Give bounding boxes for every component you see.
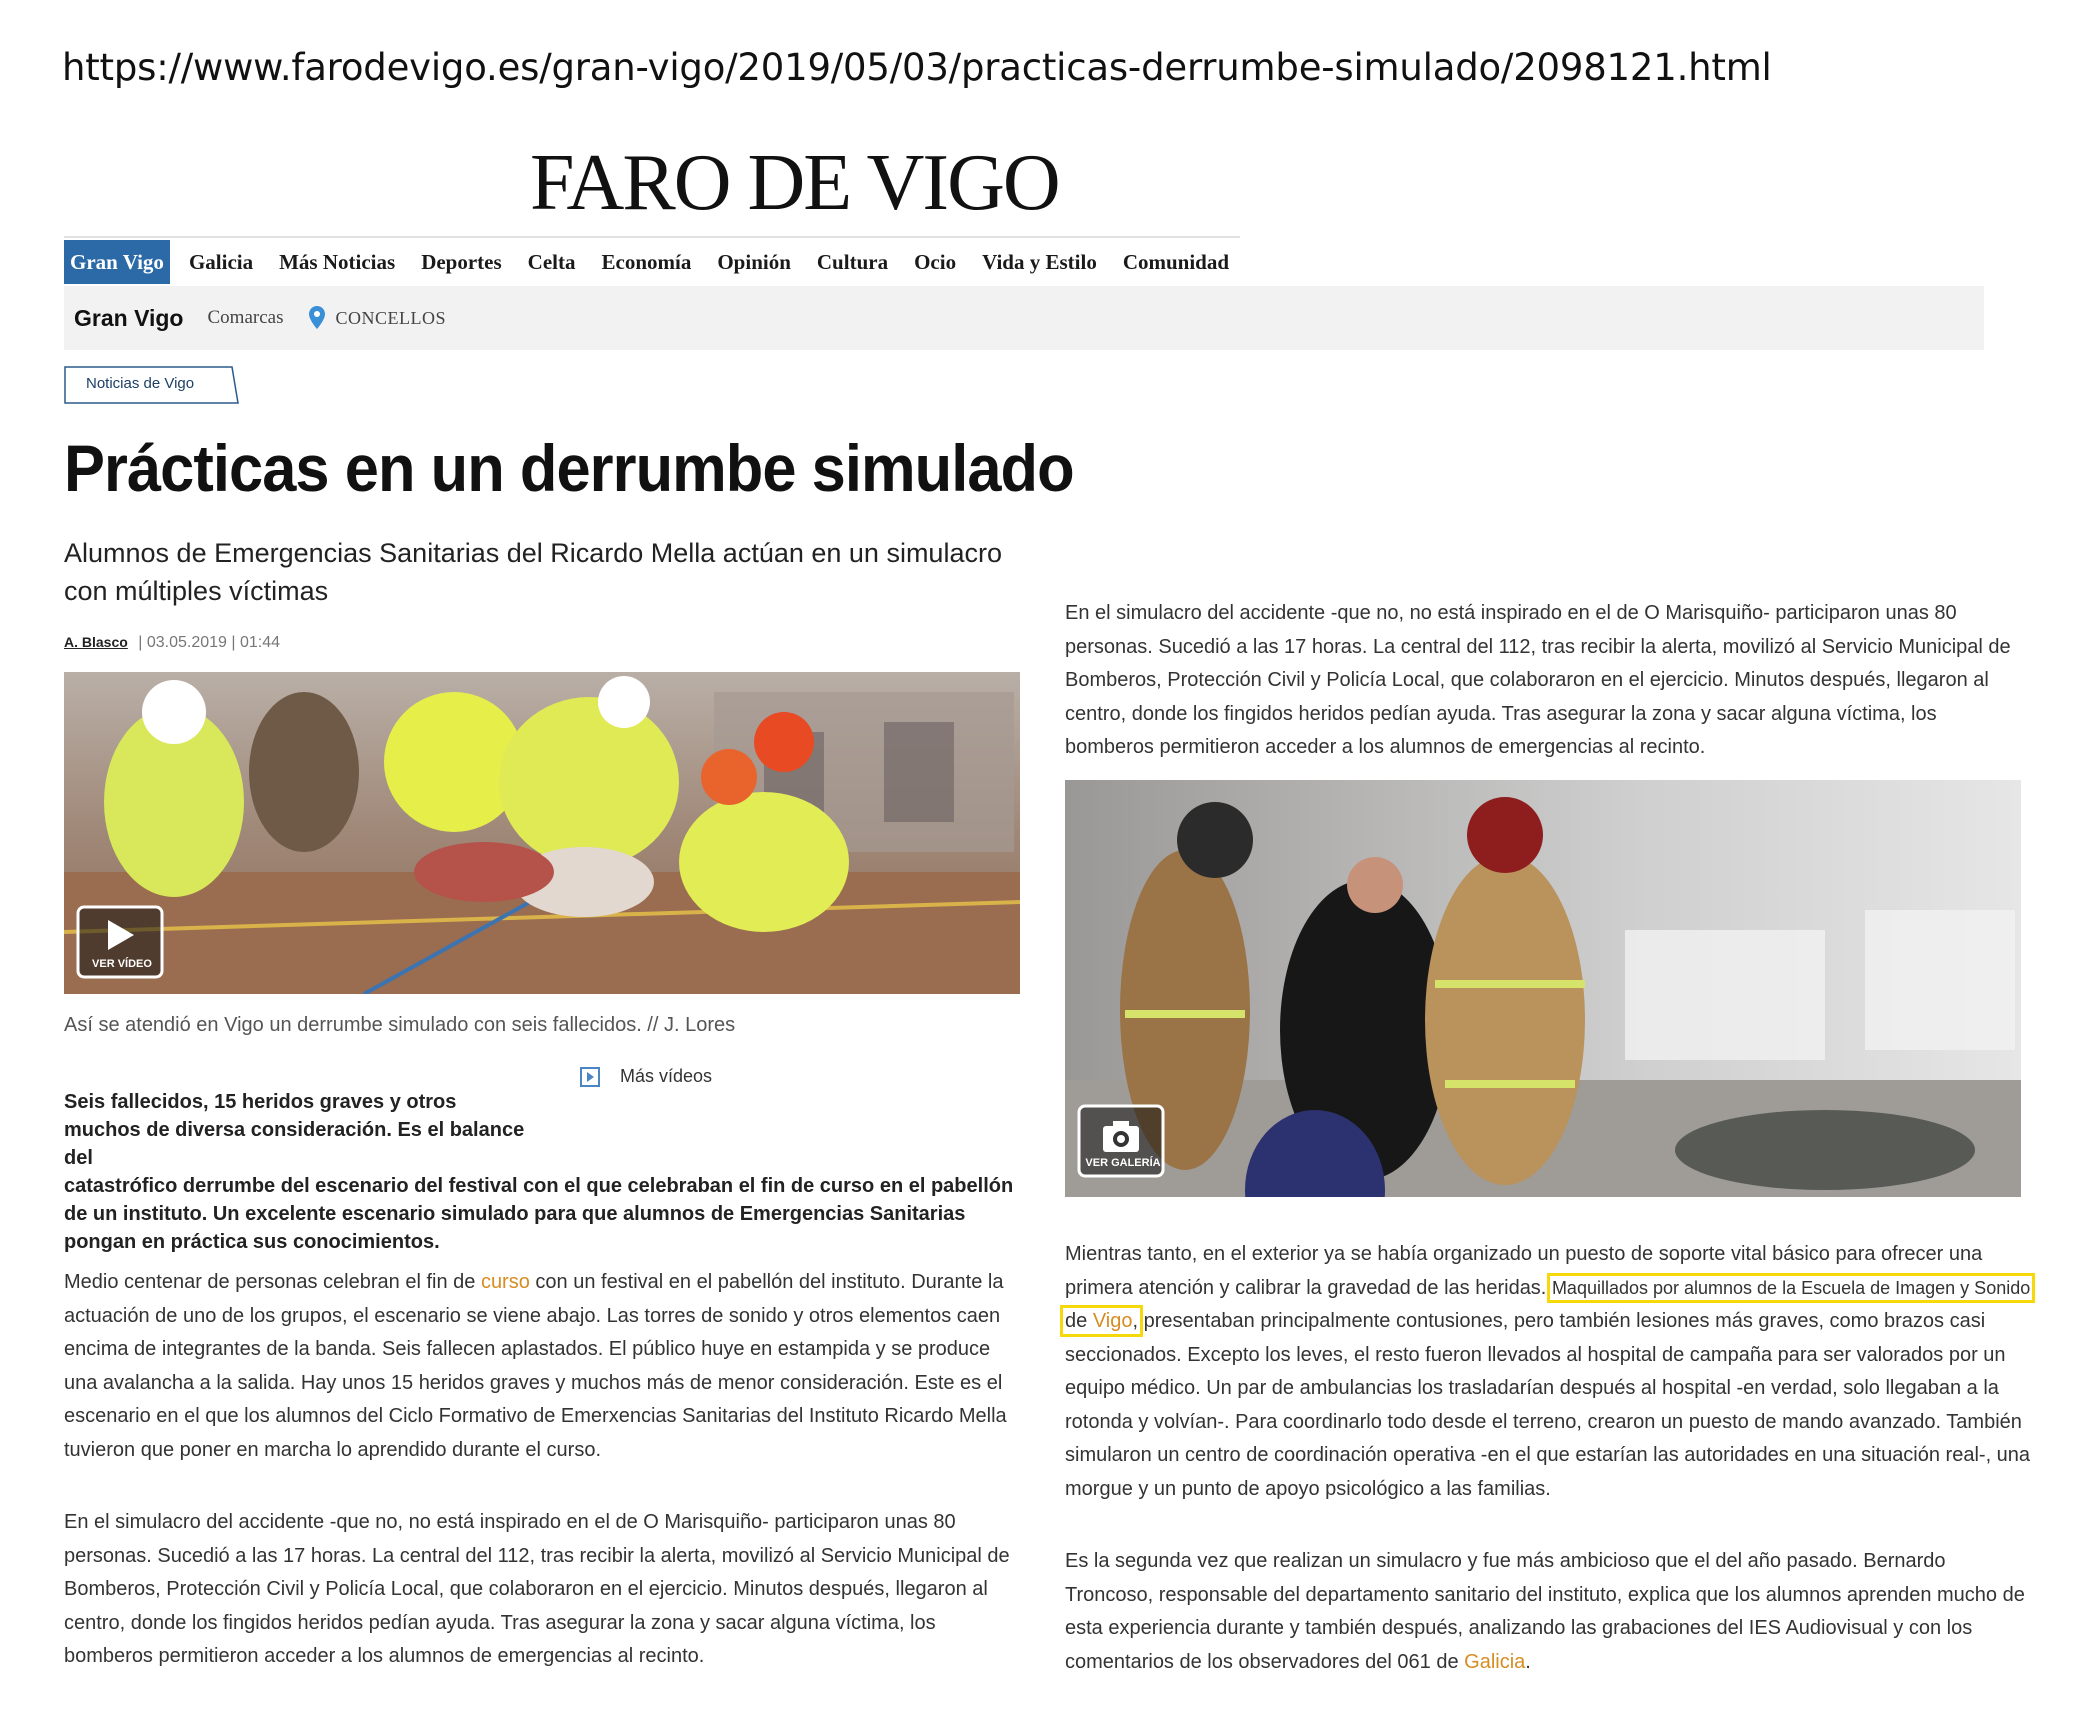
- article-subhead: Alumnos de Emergencias Sanitarias del Ricardo Mella actúan en un simulacro con múltiples víctimas: [64, 538, 1002, 606]
- video-thumbnail[interactable]: [64, 672, 1020, 994]
- video-caption: Así se atendió en Vigo un derrumbe simulado con seis fallecidos. // J. Lores: [64, 1014, 736, 1036]
- article-paragraph-1: [64, 1266, 1026, 1467]
- nav-divider: [64, 236, 1240, 238]
- lead-rest: catastrófico derrumbe del escenario del festival con el que celebraban el fin de curso en el pabellón de un instituto. Un excelente escenario simulado para que alumnos de Emergencias Sanitarias pongan en práctica sus conocimientos.: [64, 1175, 1014, 1253]
- gallery-scene-image: [1065, 780, 2021, 1197]
- rp2-text-b: presentaban principalmente contusiones, pero también lesiones más graves, como brazos casi seccionados. Excepto los leves, el resto fueron llevados al hospital de campaña para ser valorados por un equipo médico. Un par de ambulancias los trasladarían después al hospital -en verdad, solo llegaban a la rotonda y volvían-. Para coordinarlo todo desde el terreno, crearon un puesto de mando avanzado. También simularon un centro de coordinación operativa -en el que estarían las autoridades en una situación real-, una morgue y un punto de apoyo psicológico a las familias.: [1065, 1310, 2031, 1500]
- subnav-section-title[interactable]: Gran Vigo: [74, 304, 184, 331]
- lead-line-1: Seis fallecidos, 15 heridos graves y otros muchos de diversa consideración. Es el balance del: [64, 1091, 525, 1169]
- sub-nav: [64, 286, 1984, 350]
- nav-item-deportes[interactable]: Deportes: [421, 250, 502, 274]
- main-nav: [64, 240, 1242, 284]
- more-videos-link[interactable]: [580, 1066, 712, 1087]
- nav-item-celta[interactable]: Celta: [527, 250, 576, 274]
- galicia-link[interactable]: Galicia: [1464, 1650, 1526, 1673]
- map-pin-icon: [307, 305, 327, 331]
- author-link[interactable]: A. Blasco: [64, 634, 128, 650]
- subnav-comarcas[interactable]: Comarcas: [207, 307, 284, 328]
- article-paragraph-right-3: [1065, 1545, 2025, 1679]
- nav-item-gran-vigo[interactable]: Gran Vigo: [64, 240, 170, 284]
- highlight-makeup-credit: Maquillados por alumnos de la Escuela de Imagen y Sonido: [1551, 1277, 2031, 1298]
- more-videos-label: Más vídeos: [620, 1066, 713, 1086]
- video-play-icon: [580, 1067, 600, 1087]
- video-scene-image: [64, 672, 1020, 994]
- vigo-link[interactable]: Vigo: [1092, 1310, 1133, 1332]
- rp3-text-b: .: [1525, 1650, 1531, 1673]
- subnav-concellos[interactable]: CONCELLOS: [335, 307, 446, 328]
- p1-text-a: Medio centenar de personas celebran el fin de: [64, 1271, 481, 1293]
- nav-item-galicia[interactable]: Galicia: [188, 250, 254, 274]
- article-byline: [64, 634, 280, 652]
- section-tag-label: Noticias de Vigo: [86, 375, 195, 392]
- highlight-de: de: [1065, 1310, 1093, 1332]
- article-paragraph-2: En el simulacro del accidente -que no, no está inspirado en el de O Marisquiño- participaron unas 80 personas. Sucedió a las 17 horas. La central del 112, tras recibir la alerta, movilizó al Servicio Municipal de Bomberos, Protección Civil y Policía Local, que colaboraron en el ejercicio. Minutos después, llegaron al centro, donde los fingidos heridos pedían ayuda. Tras asegurar la zona y sacar alguna víctima, los bomberos permitieron acceder a los alumnos de emergencias al recinto.: [64, 1511, 1010, 1667]
- rp3-text-a: Es la segunda vez que realizan un simulacro y fue más ambicioso que el del año pasado. Bernardo Troncoso, responsable del departamento sanitario del instituto, explica que los alumnos aprenden mucho de esta experiencia durante y también después, analizando las grabaciones del IES Audiovisual y con los comentarios de los observadores del 061 de: [1065, 1550, 2025, 1673]
- nav-item-opinion[interactable]: Opinión: [717, 250, 791, 274]
- highlight-comma: ,: [1132, 1310, 1139, 1332]
- nav-item-cultura[interactable]: Cultura: [816, 250, 889, 274]
- highlight-makeup-credit-2: [1065, 1310, 1138, 1332]
- article-headline: Prácticas en un derrumbe simulado: [64, 431, 1074, 505]
- gallery-badge-label: VER GALERÍA: [1085, 1157, 1161, 1169]
- nav-item-comunidad[interactable]: Comunidad: [1122, 250, 1230, 274]
- publish-date: | 03.05.2019 | 01:44: [138, 634, 281, 651]
- page-url: https://www.farodevigo.es/gran-vigo/2019/05/03/practicas-derrumbe-simulado/2098121.html: [62, 46, 1772, 89]
- article-paragraph-right-1: En el simulacro del accidente -que no, no está inspirado en el de O Marisquiño- participaron unas 80 personas. Sucedió a las 17 horas. La central del 112, tras recibir la alerta, movilizó al Servicio Municipal de Bomberos, Protección Civil y Policía Local, que colaboraron en el ejercicio. Minutos después, llegaron al centro, donde los fingidos heridos pedían ayuda. Tras asegurar la zona y sacar alguna víctima, los bomberos permitieron acceder a los alumnos de emergencias al recinto.: [1065, 602, 2011, 758]
- p1-text-b: con un festival en el pabellón del instituto. Durante la actuación de uno de los grupos, el escenario se viene abajo. Las torres de sonido y otros elementos caen encima de integrantes de la banda. Seis fallecen aplastados. El público huye en estampida y se produce una avalancha a la salida. Hay unos 15 heridos graves y muchos más de menor consideración. Este es el escenario en el que los alumnos del Ciclo Formativo de Emerxencias Sanitarias del Instituto Ricardo Mella tuvieron que poner en marcha lo aprendido durante el curso.: [64, 1271, 1007, 1461]
- curso-link[interactable]: curso: [480, 1271, 530, 1293]
- nav-item-economia[interactable]: Economía: [601, 250, 692, 274]
- nav-item-ocio[interactable]: Ocio: [914, 250, 957, 274]
- site-logo[interactable]: FARO DE VIGO: [530, 139, 1059, 227]
- article-lead: [64, 1088, 1024, 1256]
- nav-item-vida-y-estilo[interactable]: Vida y Estilo: [982, 250, 1097, 274]
- article-paragraph-right-2: [1065, 1238, 2055, 1506]
- nav-item-mas-noticias[interactable]: Más Noticias: [279, 250, 396, 274]
- section-tag[interactable]: [64, 366, 240, 404]
- rp2-text-a: Mientras tanto, en el exterior ya se había organizado un puesto de soporte vital básico para ofrecer una primera atención y calibrar la gravedad de las heridas.: [1065, 1243, 1983, 1299]
- gallery-thumbnail[interactable]: [1065, 780, 2021, 1197]
- video-badge-label: VER VÍDEO: [92, 958, 152, 970]
